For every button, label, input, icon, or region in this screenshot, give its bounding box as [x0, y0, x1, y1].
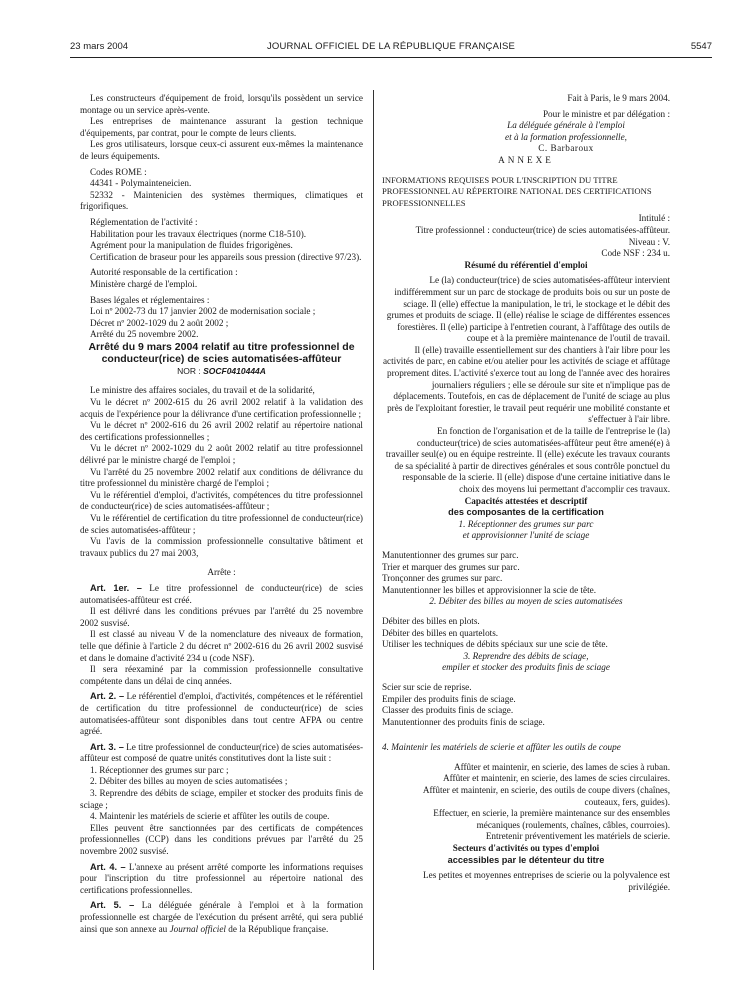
competence-title: 4. Maintenir les matériels de scierie et affûter les outils de coupe	[382, 742, 621, 753]
article-3-text: Le titre professionnel de conducteur(rice) de scies automatisées-affûteur est composé de quatre unités constitutives dont la liste suit :	[80, 741, 364, 764]
visa: Le ministre des affaires sociales, du travail et de la solidarité,	[90, 385, 315, 396]
paragraph: Le (la) conducteur(trice) de scies automatisées-affûteur intervient indifféremment sur un parc de stockage de produits bois ou sur un poste de sciage. Il (elle) effectue la manipulation, le tri, le stockage et le débit des grumes et produits de sciage. Il (elle) réalise le sciage de différentes essences forestières. Il (elle) participe à l'entretien courant, à l'affûtage des outils de coupe et à la première maintenance de l'outil de travail.	[386, 275, 670, 344]
base-item: Décret nº 2002-1029 du 2 août 2002 ;	[90, 317, 229, 328]
competence-item: Manutentionner des grumes sur parc.	[382, 549, 519, 560]
visa: Vu le référentiel d'emploi, d'activités, compétences du titre professionnel de conducteur(rice) de scies automatisées-affûteur ;	[80, 489, 363, 512]
article-5	[80, 900, 363, 935]
article-2-text: Le référentiel d'emploi, d'activités, compétences et le référentiel de certification du titre professionnel de conducteur(rice) de scies automatisées-affûteur sont disponibles dans tout centre AFPA ou centre agréé.	[80, 691, 363, 737]
page-header	[70, 41, 712, 55]
autorite-label: Autorité responsable de la certification :	[90, 267, 238, 278]
article-5-text-b: de la République française.	[228, 923, 329, 934]
header-date: 23 mars 2004	[70, 41, 129, 52]
reglementation-item: Certification de braseur pour les appareils sous pression (directive 97/23).	[90, 251, 362, 262]
capacites-title: Capacités attestées et descriptif	[464, 495, 588, 506]
article-2	[80, 691, 363, 737]
paragraph: Les constructeurs d'équipement de froid, lorsqu'ils possèdent un service montage ou un service après-vente.	[80, 93, 363, 115]
visa: Vu le décret nº 2002-616 du 26 avril 2002 relatif au répertoire national des certifications professionnelles ;	[80, 420, 363, 442]
paragraph: Les entreprises de maintenance assurant la gestion technique d'équipements, par contrat, pour le compte de leurs clients.	[80, 116, 363, 138]
unit-item: 3. Reprendre des débits de sciage, empiler et stocker des produits finis de sciage ;	[80, 788, 363, 810]
annexe-heading: ANNEXE	[498, 154, 554, 165]
deleguee-line: La déléguée générale à l'emploi	[507, 120, 625, 131]
article-1	[80, 583, 363, 606]
competence-item: Effectuer, en scierie, la première maintenance sur des ensembles mécaniques (roulements, chaînes, câbles, courroies).	[433, 808, 670, 830]
competence-title: 2. Débiter des billes au moyen de scies automatisées	[429, 596, 623, 607]
visa: Vu l'avis de la commission professionnelle consultative bâtiment et travaux publics du 27 mai 2003,	[80, 536, 363, 558]
visa: Vu le décret nº 2002-1029 du 2 août 2002 relatif au titre professionnel délivré par le ministre chargé de l'emploi ;	[80, 443, 363, 466]
nor-label: NOR :	[177, 365, 201, 376]
secteurs-title: Secteurs d'activités ou types d'emploi	[452, 843, 600, 854]
visa: Vu le référentiel de certification du titre professionnel de conducteur(rice) de scies automatisées-affûteur ;	[80, 513, 363, 535]
competence-item: Classer des produits finis de sciage.	[382, 705, 514, 716]
article-3-label: Art. 3. –	[90, 741, 124, 752]
nor-code: SOCF0410444A	[203, 365, 266, 376]
paragraph: Il est classé au niveau V de la nomenclature des niveaux de formation, telle que définie à l'article 2 du décret nº 2002-616 du 26 avril 2002 susvisé et dans le domaine d'activité 234 u (code NSF).	[80, 629, 363, 663]
competence-item: Trier et marquer des grumes sur parc.	[382, 561, 520, 572]
article-4	[80, 862, 363, 897]
article-5-label: Art. 5. –	[90, 900, 135, 911]
titre-professionnel: Titre professionnel : conducteur(trice) de scies automatisées-affûteur.	[415, 224, 670, 235]
page-number: 5547	[690, 41, 712, 52]
competence-title: empiler et stocker des produits finis de sciage	[442, 662, 610, 673]
intitule-label: Intitulé :	[638, 213, 670, 224]
competence-item: Affûter et maintenir, en scierie, des lames de scies à ruban.	[453, 761, 670, 772]
article-4-label: Art. 4. –	[90, 861, 126, 872]
competence-item: Débiter des billes en plots.	[382, 615, 480, 626]
reglementation-label: Réglementation de l'activité :	[90, 216, 198, 227]
header-rule	[70, 57, 712, 58]
competence-title: et approvisionner l'unité de sciage	[462, 530, 590, 541]
article-2-label: Art. 2. –	[90, 691, 125, 702]
article-4-text: L'annexe au présent arrêté comporte les informations requises pour l'inscription du titre professionnel au répertoire national des certifications professionnelles.	[80, 861, 364, 895]
base-item: Loi nº 2002-73 du 17 janvier 2002 de modernisation sociale ;	[90, 306, 316, 317]
delegation-line: Pour le ministre et par délégation :	[542, 108, 670, 119]
unit-item: 1. Réceptionner des grumes sur parc ;	[90, 764, 229, 775]
competence-item: Affûter et maintenir, en scierie, des outils de coupe divers (chaînes, couteaux, fers, guides).	[422, 785, 670, 807]
reglementation-item: Agrément pour la manipulation de fluides frigorigènes.	[90, 240, 293, 251]
code-nsf: Code NSF : 234 u.	[601, 248, 670, 259]
rome-code: 44341 - Polymainteneicien.	[90, 178, 192, 189]
bases-label: Bases légales et réglementaires :	[90, 294, 210, 305]
column-divider	[373, 90, 374, 970]
article-3	[80, 742, 363, 765]
rome-code: 52332 - Maintenicien des systèmes thermiques, climatiques et frigorifiques.	[80, 189, 363, 212]
visa: Vu le décret nº 2002-615 du 26 avril 2002 relatif à la validation des acquis de l'expérience pour la délivrance d'une certification professionnelle ;	[80, 397, 363, 419]
competence-item: Manutentionner des produits finis de sciage.	[382, 716, 545, 727]
nor-reference	[80, 366, 363, 378]
paragraph: Il (elle) travaille essentiellement sur des chantiers à l'air libre pour les activités de parc, en cabine et/ou atelier pour les activités de sciage et affûtage proprement dites. L'activité s'exerce tout au long de l'année avec des horaires journaliers réguliers ; elle se déroule sur site et n'implique pas de déplacements. Toutefois, en cas de déplacement de l'unité de sciage au plus près de l'exploitant forestier, le travail peut requérir une mobilité constante et s'effectuer à l'air libre.	[382, 344, 670, 425]
competence-item: Tronçonner des grumes sur parc.	[382, 573, 503, 584]
journal-title: JOURNAL OFFICIEL DE LA RÉPUBLIQUE FRANÇAISE	[266, 41, 516, 52]
right-column	[382, 93, 670, 893]
paragraph: Il sera réexaminé par la commission professionnelle consultative compétente dans un délai de cinq années.	[80, 664, 363, 686]
arrete-title: Arrêté du 9 mars 2004 relatif au titre professionnel de conducteur(rice) de scies automatisées-affûteur	[88, 340, 355, 366]
paragraph: En fonction de l'organisation et de la taille de l'entreprise le (la) conducteur(trice) de scies automatisées-affûteur peut être amené(e) à travailler seul(e) ou en équipe restreinte. Il (elle) exécute les travaux courants de sa spécialité à partir de directives générales et sous contrôle ponctuel du responsable de la scierie. Il (elle) dispose d'une certaine initiative dans le choix des moyens lui permettant d'accomplir ces travaux.	[385, 426, 670, 494]
signatory: C. Barbaroux	[538, 143, 594, 154]
competence-title: 1. Réceptionner des grumes sur parc	[458, 518, 594, 529]
codes-rome-label: Codes ROME :	[90, 166, 147, 177]
autorite: Ministère chargé de l'emploi.	[90, 278, 198, 289]
reglementation-item: Habilitation pour les travaux électriques (norme C18-510).	[90, 228, 307, 239]
article-1-label: Art. 1er. –	[90, 582, 142, 593]
visa: Vu l'arrêté du 25 novembre 2002 relatif aux conditions de délivrance du titre professionnel du ministère chargé de l'emploi ;	[80, 466, 363, 489]
journal-officiel-ref: Journal officiel	[169, 923, 226, 934]
paragraph: Il est délivré dans les conditions prévues par l'arrêté du 25 novembre 2002 susvisé.	[80, 606, 363, 628]
competence-item: Utiliser les techniques de débits spéciaux sur une scie de tête.	[382, 639, 608, 650]
left-column	[80, 93, 363, 935]
unit-item: 4. Maintenir les matériels de scierie et affûter les outils de coupe.	[90, 811, 330, 822]
fait-a-paris: Fait à Paris, le 9 mars 2004.	[567, 93, 670, 103]
paragraph: Les gros utilisateurs, lorsque ceux-ci assurent eux-mêmes la maintenance de leurs équipements.	[80, 139, 363, 161]
competence-item: Entretenir préventivement les matériels de scierie.	[485, 831, 670, 842]
competence-item: Scier sur scie de reprise.	[382, 681, 472, 692]
base-item: Arrêté du 25 novembre 2002.	[90, 329, 199, 340]
competence-item: Empiler des produits finis de sciage.	[382, 693, 516, 704]
deleguee-line: et à la formation professionnelle,	[505, 131, 627, 142]
competence-item: Manutentionner les billes et approvisionner la scie de tête.	[382, 584, 597, 595]
info-title: INFORMATIONS REQUISES POUR L'INSCRIPTION DU TITRE PROFESSIONNEL AU RÉPERTOIRE NATIONAL DES CERTIFICATIONS PROFESSIONNELLES	[382, 174, 652, 208]
competence-item: Débiter des billes en quartelots.	[382, 627, 499, 638]
capacites-title: des composantes de la certification	[448, 507, 604, 518]
article-5-text-a: La déléguée générale à l'emploi et à la formation professionnelle est chargée de l'exécution du présent arrêté, qui sera publié ainsi que son annexe au	[80, 900, 364, 934]
paragraph: Elles peuvent être sanctionnées par des certificats de compétences professionnelles (CCP) dans les conditions prévues par l'arrêté du 25 novembre 2002 susvisé.	[80, 822, 363, 857]
article-1-text: Le titre professionnel de conducteur(rice) de scies automatisées-affûteur est créé.	[80, 582, 363, 605]
arrete-word: Arrête :	[207, 567, 236, 578]
competence-item: Affûter et maintenir, en scierie, des lames de scies circulaires.	[442, 773, 670, 784]
secteurs-title: accessibles par le détenteur du titre	[447, 854, 605, 865]
resume-title: Résumé du référentiel d'emploi	[464, 259, 588, 270]
niveau: Niveau : V.	[628, 236, 670, 247]
competence-title: 3. Reprendre des débits de sciage,	[463, 650, 589, 661]
unit-item: 2. Débiter des billes au moyen de scies automatisées ;	[90, 776, 288, 787]
secteurs-text: Les petites et moyennes entreprises de scierie ou la polyvalence est privilégiée.	[423, 870, 670, 892]
